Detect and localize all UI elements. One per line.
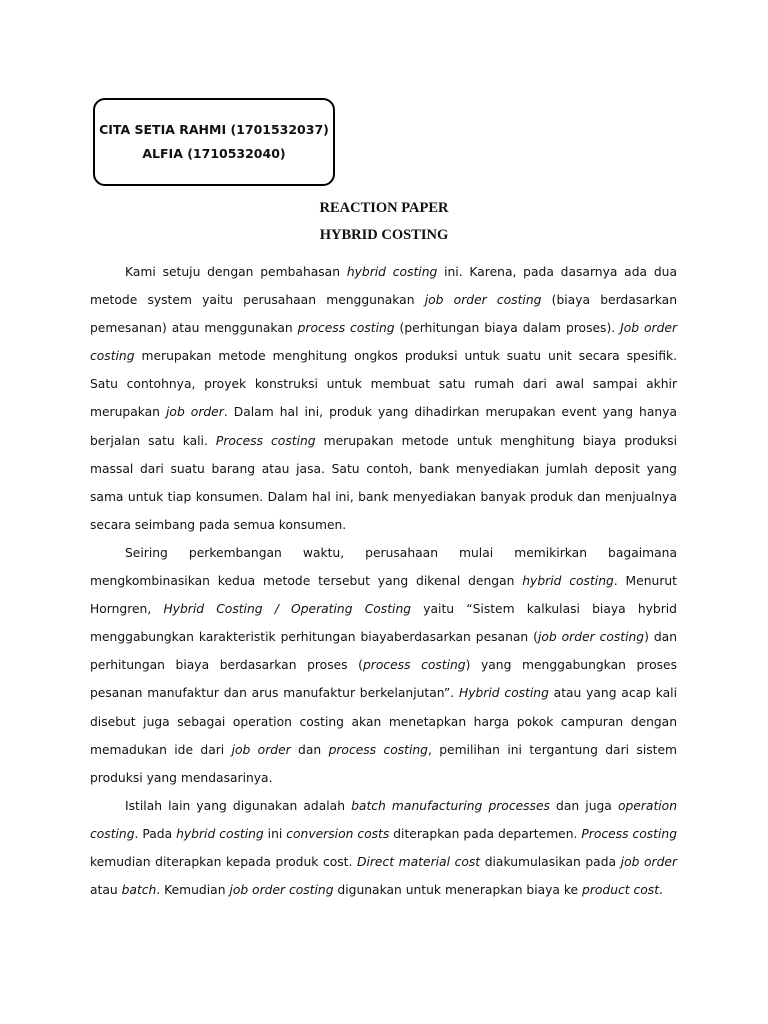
italic-term: hybrid costing — [176, 826, 264, 841]
title-block — [0, 195, 768, 249]
text-run: yaitu “Sistem kalkulasi biaya hybrid menggabungkan karakteristik perhitungan biayaberdasarkan pesanan ( — [90, 602, 677, 645]
italic-term: batch — [121, 883, 157, 898]
italic-term: batch manufacturing processes — [351, 798, 550, 813]
text-run: . Pada — [134, 826, 177, 841]
text-run: digunakan untuk menerapkan biaya ke — [333, 883, 583, 898]
text-run: (biaya berdasarkan pemesanan) atau menggunakan — [90, 293, 678, 336]
italic-term: product cost — [582, 883, 660, 898]
italic-term: job order costing — [424, 293, 542, 308]
text-run: ) yang menggabungkan proses pesanan manufaktur dan arus manufaktur berkelanjutan”. — [90, 658, 677, 701]
text-run: (perhitungan biaya dalam proses). — [394, 321, 621, 336]
text-run: Istilah lain yang digunakan adalah — [125, 798, 352, 813]
document-title: REACTION PAPER — [319, 200, 449, 216]
text-run: ini — [263, 826, 287, 841]
text-run: Seiring perkembangan waktu, perusahaan mulai memikirkan bagaimana mengkombinasikan kedua metode tersebut yang dikenal dengan — [90, 545, 677, 589]
document-subtitle: HYBRID COSTING — [319, 227, 449, 243]
text-run: diakumulasikan pada — [480, 854, 621, 869]
italic-term: job order — [166, 405, 224, 420]
italic-term: job order costing — [229, 883, 334, 898]
text-run: dan juga — [549, 798, 618, 813]
italic-term: process costing — [297, 321, 395, 336]
italic-term: Hybrid costing — [458, 686, 549, 701]
italic-term: process costing — [328, 742, 428, 757]
italic-term: job order costing — [537, 630, 645, 645]
italic-term: job order — [620, 854, 678, 869]
text-run: . Menurut Horngren, — [90, 574, 677, 617]
text-run: ) dan perhitungan biaya berdasarkan proses ( — [90, 630, 677, 673]
italic-term: hybrid costing — [346, 265, 438, 279]
author-box — [93, 98, 335, 186]
italic-term: operation costing — [90, 798, 677, 841]
text-run: dan — [290, 742, 329, 757]
italic-term: Job order costing — [90, 321, 677, 364]
paragraph-2 — [90, 539, 677, 792]
italic-term: Hybrid Costing / Operating Costing — [163, 602, 412, 617]
paragraph-1 — [90, 258, 677, 539]
italic-term: conversion costs — [286, 826, 390, 841]
text-run: diterapkan pada departemen. — [389, 826, 582, 841]
author-line-2: ALFIA (1710532040) — [142, 146, 286, 161]
italic-term: job order — [231, 742, 291, 757]
italic-term: Process costing — [581, 826, 678, 841]
paragraph-3 — [90, 792, 677, 904]
text-run: ini. Karena, pada dasarnya ada dua metode system yaitu perusahaan menggunakan — [90, 265, 677, 308]
text-run: merupakan metode menghitung ongkos produksi untuk suatu unit secara spesifik. Satu contohnya, proyek konstruksi untuk membuat satu rumah dari awal sampai akhir merupakan — [90, 349, 677, 420]
author-line-1: CITA SETIA RAHMI (1701532037) — [99, 122, 329, 137]
italic-term: Direct material cost — [356, 854, 481, 869]
body-text — [90, 258, 677, 904]
text-run: kemudian diterapkan kepada produk cost. — [90, 854, 357, 869]
text-run: Kami setuju dengan pembahasan — [125, 265, 347, 279]
italic-term: process costing — [362, 658, 466, 673]
text-run: . — [659, 883, 663, 898]
text-run: , pemilihan ini tergantung dari sistem produksi yang mendasarinya. — [90, 742, 678, 785]
italic-term: Process costing — [215, 433, 316, 448]
text-run: . Kemudian — [156, 883, 230, 898]
italic-term: hybrid costing — [522, 574, 614, 589]
text-run: atau yang acap kali disebut juga sebagai operation costing akan menetapkan harga pokok campuran dengan memadukan ide dari — [90, 686, 678, 757]
text-run: merupakan metode untuk menghitung biaya produksi massal dari suatu barang atau jasa. Satu contoh, bank menyediakan jumlah deposit yang sama untuk tiap konsumen. Dalam hal ini, bank menyediakan banyak produk dan menjualnya secara seimbang pada semua konsumen. — [90, 433, 678, 532]
text-run: atau — [90, 883, 122, 898]
text-run: . Dalam hal ini, produk yang dihadirkan merupakan event yang hanya berjalan satu kali. — [90, 405, 677, 448]
